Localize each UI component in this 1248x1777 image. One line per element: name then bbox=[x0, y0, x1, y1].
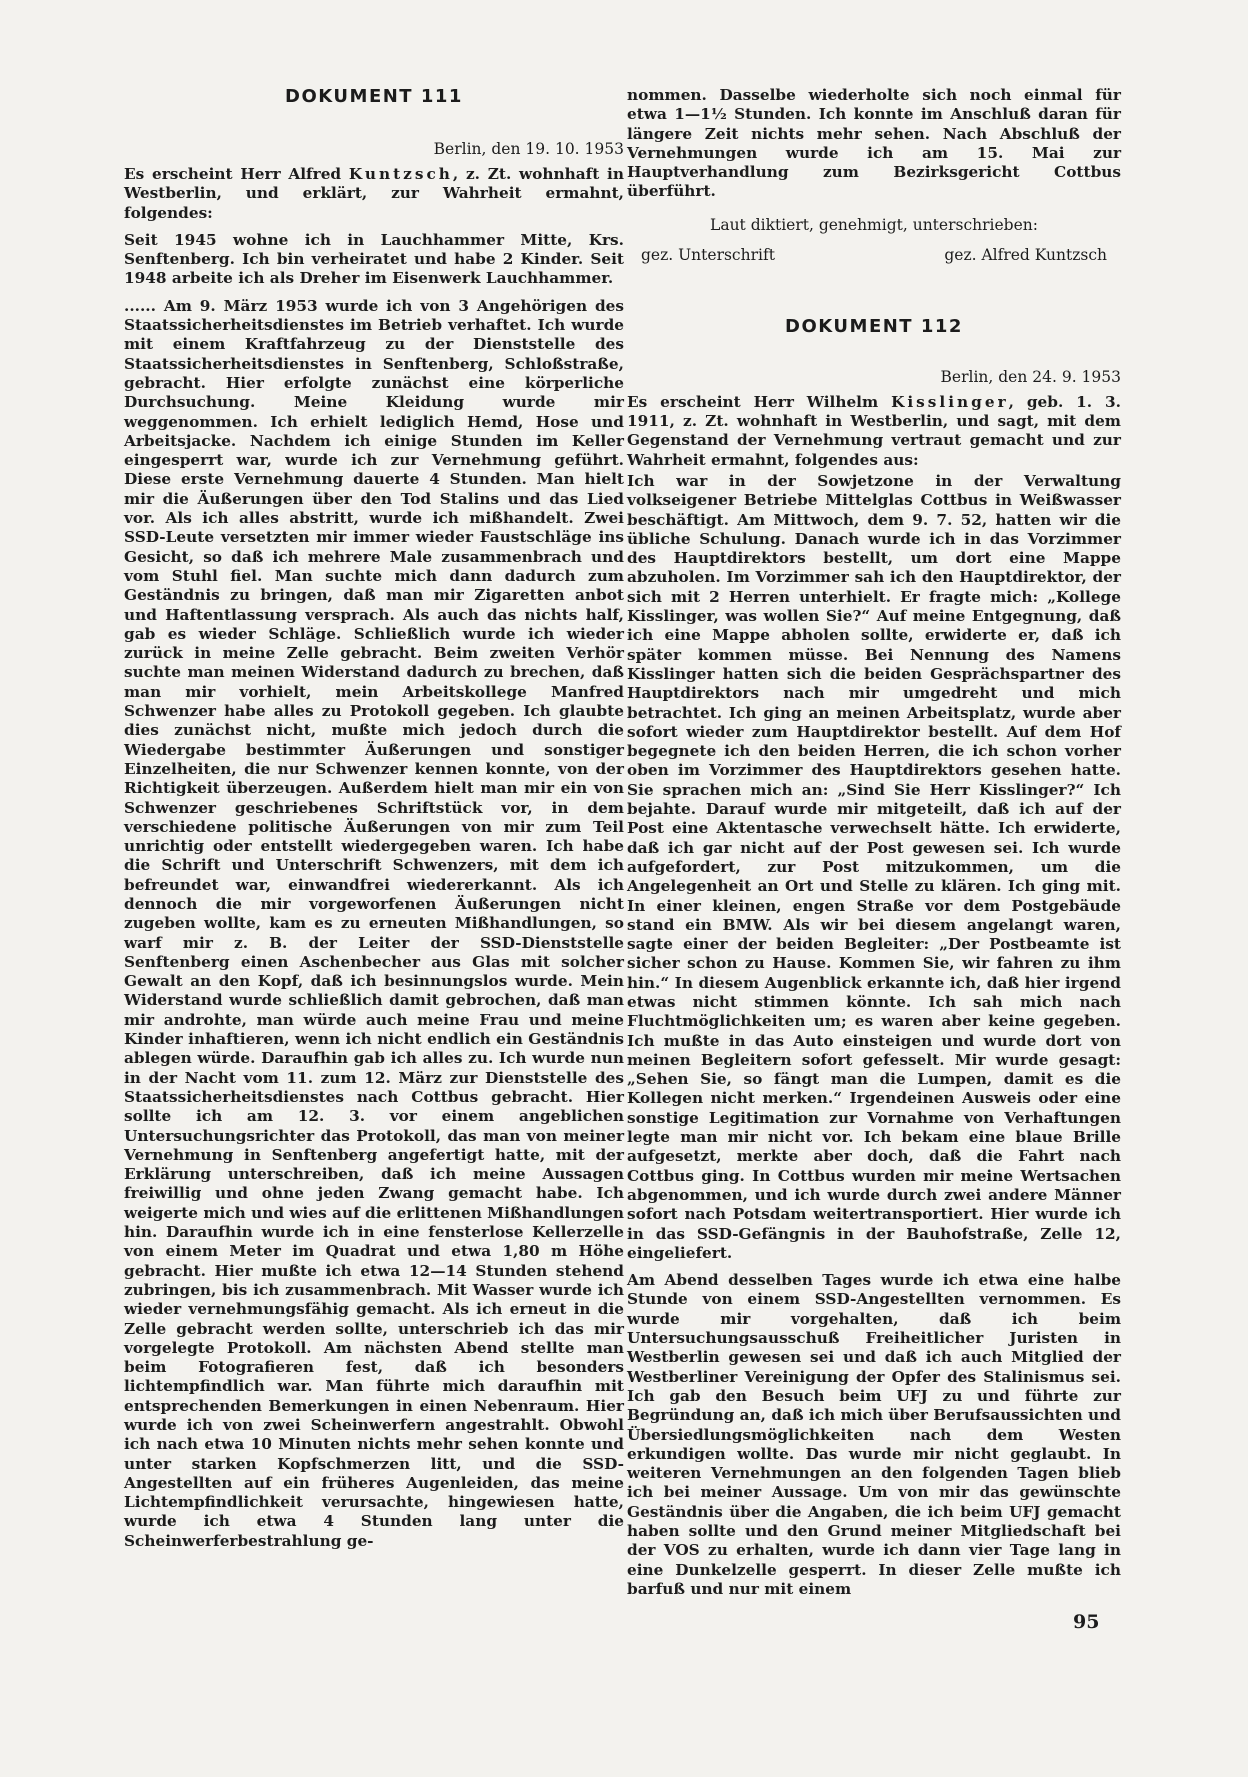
doc111-signature-right: gez. Alfred Kuntzsch bbox=[944, 245, 1107, 264]
left-column bbox=[124, 0, 624, 1551]
doc112-intro-before: Es erscheint Herr Wilhelm bbox=[627, 392, 892, 411]
doc111-paragraph-2: ...... Am 9. März 1953 wurde ich von 3 Angehörigen des Staatssicherheitsdienstes im Betrieb verhaftet. Ich wurde mit einem Kraftfahrzeug zu der Dienststelle des Staatssicherheitsdienstes in Senftenberg, Schloßstraße, gebracht. Hier erfolgte zunächst eine körperliche Durchsuchung. Meine Kleidung wurde mir weggenommen. Ich erhielt lediglich Hemd, Hose und Arbeitsjacke. Nachdem ich einige Stunden im Keller eingesperrt war, wurde ich zur Vernehmung geführt. Diese erste Vernehmung dauerte 4 Stunden. Man hielt mir die Äußerungen über den Tod Stalins und das Lied vor. Als ich alles abstritt, wurde ich mißhandelt. Zwei SSD-Leute versetzten mir immer wieder Faustschläge ins Gesicht, so daß ich mehrere Male zusammenbrach und vom Stuhl fiel. Man suchte mich dann dadurch zum Geständnis zu bringen, daß man mir Zigaretten anbot und Haftentlassung versprach. Als auch das nichts half, gab es wieder Schläge. Schließlich wurde ich wieder zurück in meine Zelle gebracht. Beim zweiten Verhör suchte man meinen Widerstand dadurch zu brechen, daß man mir vorhielt, mein Arbeitskollege Manfred Schwenzer habe alles zu Protokoll gegeben. Ich glaubte dies zunächst nicht, mußte mich jedoch durch die Wiedergabe bestimmter Äußerungen und sonstiger Einzelheiten, die nur Schwenzer kennen konnte, von der Richtigkeit überzeugen. Außerdem hielt man mir ein von Schwenzer geschriebenes Schriftstück vor, in dem verschiedene politische Äußerungen von mir zum Teil unrichtig oder entstellt wiedergegeben waren. Ich habe die Schrift und Unterschrift Schwenzers, mit dem ich befreundet war, einwandfrei wiedererkannt. Als ich dennoch die mir vorgeworfenen Äußerungen nicht zugeben wollte, kam es zu erneuten Mißhandlungen, so warf mir z. B. der Leiter der SSD-Dienststelle Senftenberg einen Aschenbecher aus Glas mit solcher Gewalt an den Kopf, daß ich besinnungslos wurde. Mein Widerstand wurde schließlich damit gebrochen, daß man mir androhte, man würde auch meine Frau und meine Kinder inhaftieren, wenn ich nicht endlich ein Geständnis ablegen würde. Daraufhin gab ich alles zu. Ich wurde nun in der Nacht vom 11. zum 12. März zur Dienststelle des Staatssicherheitsdienstes nach Cottbus gebracht. Hier sollte ich am 12. 3. vor einem angeblichen Untersuchungsrichter das Protokoll, das man von meiner Vernehmung in Senftenberg angefertigt hatte, mit der Erklärung unterschreiben, daß ich meine Aussagen freiwillig und ohne jeden Zwang gemacht habe. Ich weigerte mich und wies auf die erlittenen Mißhandlungen hin. Daraufhin wurde ich in eine fensterlose Kellerzelle von einem Meter im Quadrat und etwa 1,80 m Höhe gebracht. Hier mußte ich etwa 12—14 Stunden stehend zubringen, bis ich zusammenbrach. Mit Wasser wurde ich wieder vernehmungsfähig gemacht. Als ich erneut in die Zelle gebracht werden sollte, unterschrieb ich das mir vorgelegte Protokoll. Am nächsten Abend stellte man beim Fotografieren fest, daß ich besonders lichtempfindlich war. Man führte mich daraufhin mit entsprechenden Bemerkungen in einen Nebenraum. Hier wurde ich von zwei Scheinwerfern angestrahlt. Obwohl ich nach etwa 10 Minuten nichts mehr sehen konnte und unter starken Kopfschmerzen litt, und die SSD-Angestellten auf ein früheres Augenleiden, das meine Lichtempfindlichkeit verursachte, hingewiesen hatte, wurde ich etwa 4 Stunden lang unter die Scheinwerferbestrahlung ge- bbox=[124, 296, 624, 1550]
doc112-place-date: Berlin, den 24. 9. 1953 bbox=[940, 367, 1121, 386]
doc112-paragraph-1: Ich war in der Sowjetzone in der Verwaltung volkseigener Betriebe Mittelglas Cottbus in Weißwasser beschäftigt. Am Mittwoch, dem 9. 7. 52, hatten wir die übliche Schulung. Danach wurde ich in das Vorzimmer des Hauptdirektors bestellt, um dort eine Mappe abzuholen. Im Vorzimmer sah ich den Hauptdirektor, der sich mit 2 Herren unterhielt. Er fragte mich: „Kollege Kisslinger, was wollen Sie?“ Auf meine Entgegnung, daß ich eine Mappe abholen sollte, erwiderte er, daß ich später kommen müsse. Bei Nennung des Namens Kisslinger hatten sich die beiden Gesprächspartner des Hauptdirektors nach mir umgedreht und mich betrachtet. Ich ging an meinen Arbeitsplatz, wurde aber sofort wieder zum Hauptdirektor bestellt. Auf dem Hof begegnete ich den beiden Herren, die ich schon vorher oben im Vorzimmer des Hauptdirektors gesehen hatte. Sie sprachen mich an: „Sind Sie Herr Kisslinger?“ Ich bejahte. Darauf wurde mir mitgeteilt, daß ich auf der Post eine Aktentasche verwechselt hätte. Ich erwiderte, daß ich gar nicht auf der Post gewesen sei. Ich wurde aufgefordert, zur Post mitzukommen, um die Angelegenheit an Ort und Stelle zu klären. Ich ging mit. In einer kleinen, engen Straße vor dem Postgebäude stand ein BMW. Als wir bei diesem angelangt waren, sagte einer der beiden Begleiter: „Der Postbeamte ist sicher schon zu Hause. Kommen Sie, wir fahren zu ihm hin.“ In diesem Augenblick erkannte ich, daß hier irgend etwas nicht stimmen könnte. Ich sah mich nach Fluchtmöglichkeiten um; es waren aber keine gegeben. Ich mußte in das Auto einsteigen und wurde dort von meinen Begleitern sofort gefesselt. Mir wurde gesagt: „Sehen Sie, so fängt man die Lumpen, damit es die Kollegen nicht merken.“ Irgendeinen Ausweis oder eine sonstige Legitimation zur Vornahme von Verhaftungen legte man mir nicht vor. Ich bekam eine blaue Brille aufgesetzt, merkte aber doch, daß die Fahrt nach Cottbus ging. In Cottbus wurden mir meine Wertsachen abgenommen, und ich wurde durch zwei andere Männer sofort nach Potsdam weitertransportiert. Hier wurde ich in das SSD-Gefängnis in der Bauhofstraße, Zelle 12, eingeliefert. bbox=[627, 471, 1121, 1262]
page-number: 95 bbox=[1073, 1611, 1100, 1633]
doc111-intro-before: Es erscheint Herr Alfred bbox=[124, 165, 349, 183]
doc112-intro bbox=[627, 393, 1121, 470]
doc111-paragraph-2-continued: nommen. Dasselbe wiederholte sich noch einmal für etwa 1—1½ Stunden. Ich konnte im Anschluß daran für längere Zeit nichts mehr sehen. Nach Abschluß der Vernehmungen wurde ich am 15. Mai zur Hauptverhandlung zum Bezirksgericht Cottbus überführt. bbox=[627, 86, 1121, 201]
doc111-intro-after: , z. Zt. wohnhaft in Westberlin, und erklärt, zur Wahrheit ermahnt, folgendes: bbox=[124, 165, 624, 222]
right-column bbox=[627, 0, 1121, 1599]
doc111-signatures bbox=[627, 244, 1121, 266]
doc111-signature-left: gez. Unterschrift bbox=[641, 245, 775, 264]
doc111-place-date: Berlin, den 19. 10. 1953 bbox=[433, 140, 624, 158]
doc111-intro bbox=[124, 165, 624, 223]
doc111-intro-name: Kuntzsch bbox=[348, 165, 453, 183]
doc111-closing: Laut diktiert, genehmigt, unterschrieben: bbox=[710, 215, 1038, 234]
doc112-intro-after: , geb. 1. 3. 1911, z. Zt. wohnhaft in Westberlin, und sagt, mit dem Gegenstand der Vernehmung vertraut gemacht und zur Wahrheit ermahnt, folgendes aus: bbox=[627, 392, 1121, 469]
doc111-paragraph-1: Seit 1945 wohne ich in Lauchhammer Mitte, Krs. Senftenberg. Ich bin verheiratet und habe 2 Kinder. Seit 1948 arbeite ich als Dreher im Eisenwerk Lauchhammer. bbox=[124, 230, 624, 288]
doc112-intro-name: Kisslinger bbox=[891, 392, 1009, 411]
doc111-title: DOKUMENT 111 bbox=[285, 86, 463, 107]
doc112-paragraph-2: Am Abend desselben Tages wurde ich etwa eine halbe Stunde von einem SSD-Angestellten vernommen. Es wurde mir vorgehalten, daß ich beim Untersuchungsausschuß Freiheitlicher Juristen in Westberlin gewesen sei und daß ich auch Mitglied der Westberliner Vereinigung der Opfer des Stalinismus sei. Ich gab den Besuch beim UFJ zu und führte zur Begründung an, daß ich mich über Berufsaussichten und Übersiedlungsmöglichkeiten nach dem Westen erkundigen wollte. Das wurde mir nicht geglaubt. In weiteren Vernehmungen an den folgenden Tagen blieb ich bei meiner Aussage. Um von mir das gewünschte Geständnis über die Angaben, die ich beim UFJ gemacht haben sollte und den Grund meiner Mitgliedschaft bei der VOS zu erhalten, wurde ich dann vier Tage lang in eine Dunkelzelle gesperrt. In dieser Zelle mußte ich barfuß und nur mit einem bbox=[627, 1271, 1121, 1598]
doc112-title: DOKUMENT 112 bbox=[785, 315, 963, 337]
